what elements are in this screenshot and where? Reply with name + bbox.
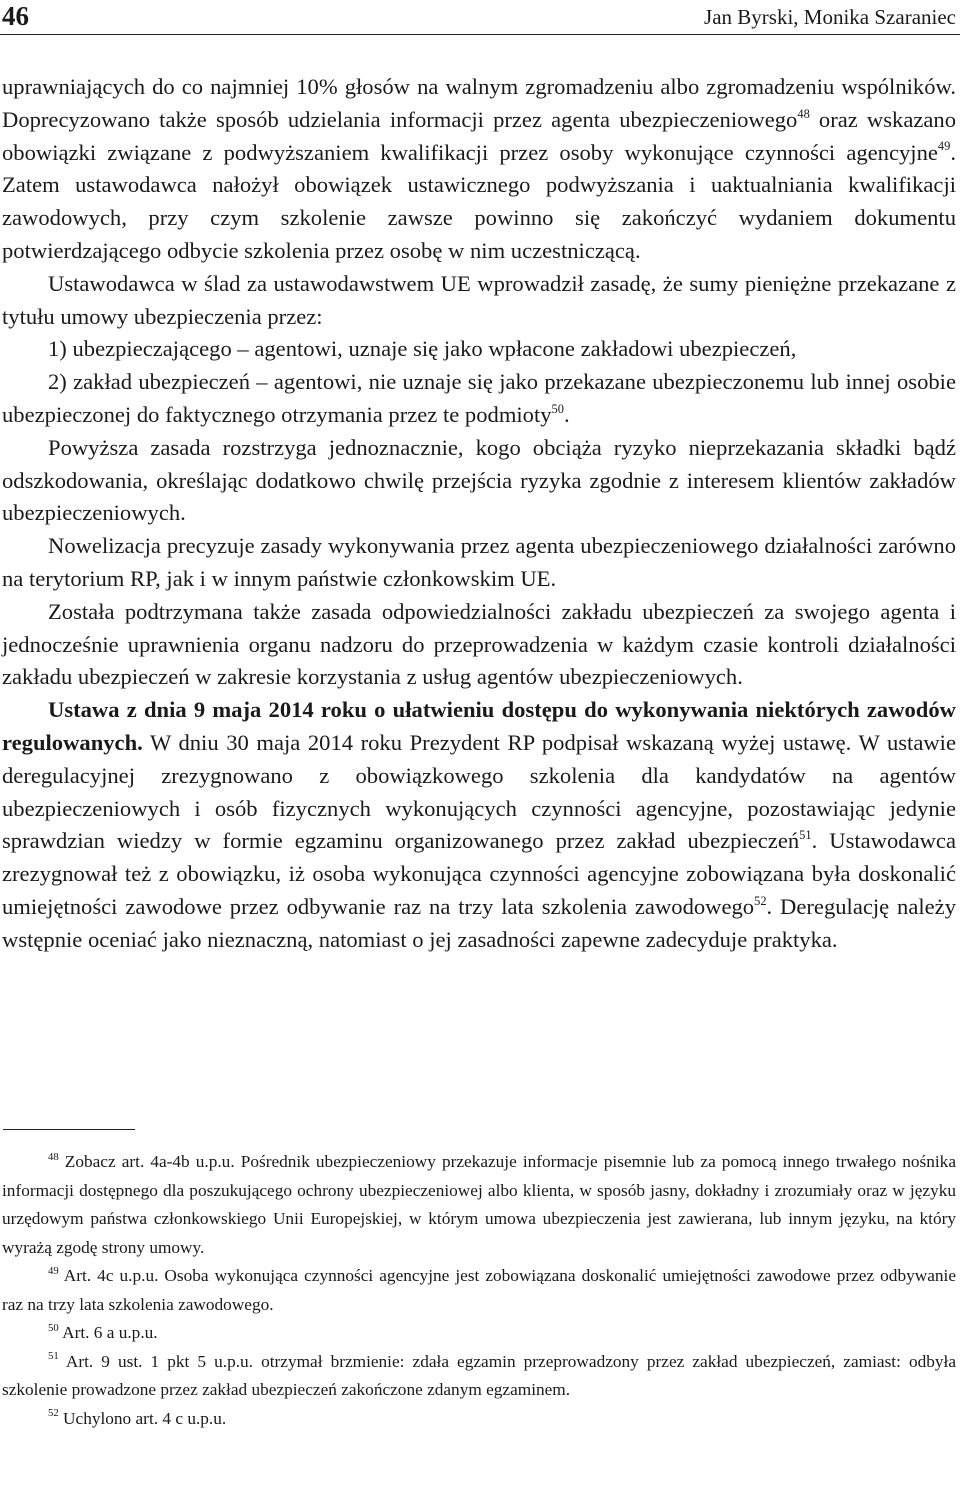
footnote-49 bbox=[2, 1262, 956, 1319]
paragraph-3: Powyższa zasada rozstrzyga jednoznacznie, kogo obciąża ryzyko nieprzekazania składki bądź odszkodowania, określając dodatkowo chwilę przejścia ryzyka zgodnie z interesem klientów zakładów ubezpieczeniowych. bbox=[2, 434, 956, 526]
footnote-number: 52 bbox=[48, 1407, 59, 1420]
footnote-number: 50 bbox=[48, 1321, 59, 1334]
paragraph-2: Ustawodawca w ślad za ustawodawstwem UE wprowadził zasadę, że sumy pieniężne przekazane z tytułu umowy ubezpieczenia przez: bbox=[2, 270, 956, 329]
footnote-48 bbox=[2, 1148, 956, 1262]
list-item-2 bbox=[2, 366, 956, 432]
footnote-ref-48: 48 bbox=[797, 106, 810, 121]
footnotes bbox=[2, 1148, 956, 1433]
footnote-separator bbox=[3, 1129, 135, 1130]
paragraph-1-text-c: . Zatem ustawodawca nałożył obowiązek ustawicznego podwyższania i uaktualniania kwalifikacji zawodowych, przy czym szkolenie zawsze powinno się zakończyć wydaniem dokumentu potwierdzającego odbycie szkolenia przez osobę w nim uczestniczącą. bbox=[2, 139, 956, 263]
footnote-text: Uchylono art. 4 c u.p.u. bbox=[58, 1408, 227, 1428]
footnote-ref-50: 50 bbox=[551, 401, 564, 416]
footnote-number: 51 bbox=[48, 1350, 59, 1363]
paragraph-6-text-c: . Deregulację należy wstępnie oceniać jako nieznaczną, natomiast o jej zasadności zapewne zadecyduje praktyka. bbox=[2, 893, 957, 952]
page-header bbox=[0, 0, 960, 35]
paragraph-1-text-b: oraz wskazano obowiązki związane z podwyższaniem kwalifikacji przez osoby wykonujące czynności agencyjne bbox=[2, 106, 957, 165]
footnote-text: Art. 6 a u.p.u. bbox=[58, 1323, 158, 1342]
body-text bbox=[2, 71, 956, 957]
footnote-50 bbox=[2, 1319, 956, 1348]
law-title-bold: Ustawa z dnia 9 maja 2014 roku o ułatwieniu dostępu do wykonywania niektórych zawodów regulowanych. bbox=[2, 697, 956, 755]
list-item-1: 1) ubezpieczającego – agentowi, uznaje się jako wpłacone zakładowi ubezpieczeń, bbox=[48, 336, 797, 362]
footnote-ref-51: 51 bbox=[799, 828, 812, 843]
footnote-text: Art. 9 ust. 1 pkt 5 u.p.u. otrzymał brzmienie: zdała egzamin przeprowadzony przez zakład ubezpieczeń, zamiast: odbyła szkolenie prowadzone przez zakład ubezpieczeń zakończone zdanym egzaminem. bbox=[2, 1351, 956, 1399]
footnote-ref-49: 49 bbox=[937, 139, 951, 154]
paragraph-6-text-a: W dniu 30 maja 2014 roku Prezydent RP podpisał wskazaną wyżej ustawę. W ustawie deregulacyjnej zrezygnowano z obowiązkowego szkolenia dla kandydatów na agentów ubezpieczeniowych i osób fizycznych wykonujących czynności agencyjne, pozostawiając jedynie sprawdzian wiedzy w formie egzaminu organizowanego przez zakład ubezpieczeń bbox=[2, 729, 956, 854]
footnote-51 bbox=[2, 1348, 956, 1405]
footnote-52 bbox=[2, 1405, 956, 1434]
footnote-ref-52: 52 bbox=[754, 893, 767, 908]
page-number: 46 bbox=[2, 1, 29, 31]
list-item-2-text: 2) zakład ubezpieczeń – agentowi, nie uznaje się jako przekazane ubezpieczonemu lub innej osobie ubezpieczonej do faktycznego otrzymania przez te podmioty bbox=[2, 369, 956, 427]
footnote-number: 49 bbox=[48, 1264, 59, 1277]
paragraph-1 bbox=[2, 71, 956, 268]
paragraph-1-text-a: uprawniających do co najmniej 10% głosów na walnym zgromadzeniu albo zgromadzeniu wspólników. Doprecyzowano także sposób udzielania informacji przez agenta ubezpieczeniowego bbox=[2, 74, 956, 132]
paragraph-4: Nowelizacja precyzuje zasady wykonywania przez agenta ubezpieczeniowego działalności zarówno na terytorium RP, jak i w innym państwie członkowskim UE. bbox=[2, 533, 956, 591]
footnote-text: Art. 4c u.p.u. Osoba wykonująca czynności agencyjne jest zobowiązana doskonalić umiejętności zawodowe przez odbywanie raz na trzy lata szkolenia zawodowego. bbox=[2, 1266, 956, 1314]
paragraph-5: Została podtrzymana także zasada odpowiedzialności zakładu ubezpieczeń za swojego agenta i jednocześnie uprawnienia organu nadzoru do przeprowadzenia w każdym czasie kontroli działalności zakładu ubezpieczeń w zakresie korzystania z usług agentów ubezpieczeniowych. bbox=[2, 598, 956, 690]
footnote-number: 48 bbox=[48, 1150, 59, 1163]
paragraph-6 bbox=[2, 694, 956, 956]
footnote-text: Zobacz art. 4a-4b u.p.u. Pośrednik ubezpieczeniowy przekazuje informacje pisemnie lub za pomocą innego trwałego nośnika informacji dostępnego dla poszukującego ochrony ubezpieczeniowej albo klienta, w sposób jasny, dokładny i zrozumiały oraz w języku urzędowym państwa członkowskiego Unii Europejskiej, w którym umowa ubezpieczenia jest zawierana, lub innym języku, na który wyrażą zgodę strony umowy. bbox=[2, 1152, 956, 1257]
list-item-2-end: . bbox=[563, 401, 570, 427]
running-head-authors: Jan Byrski, Monika Szaraniec bbox=[704, 5, 956, 29]
paragraph-6-text-b: . Ustawodawca zrezygnował też z obowiązku, iż osoba wykonująca czynności agencyjne zobowiązana była doskonalić umiejętności zawodowe przez odbywanie raz na trzy lata szkolenia zawodowego bbox=[2, 828, 956, 919]
